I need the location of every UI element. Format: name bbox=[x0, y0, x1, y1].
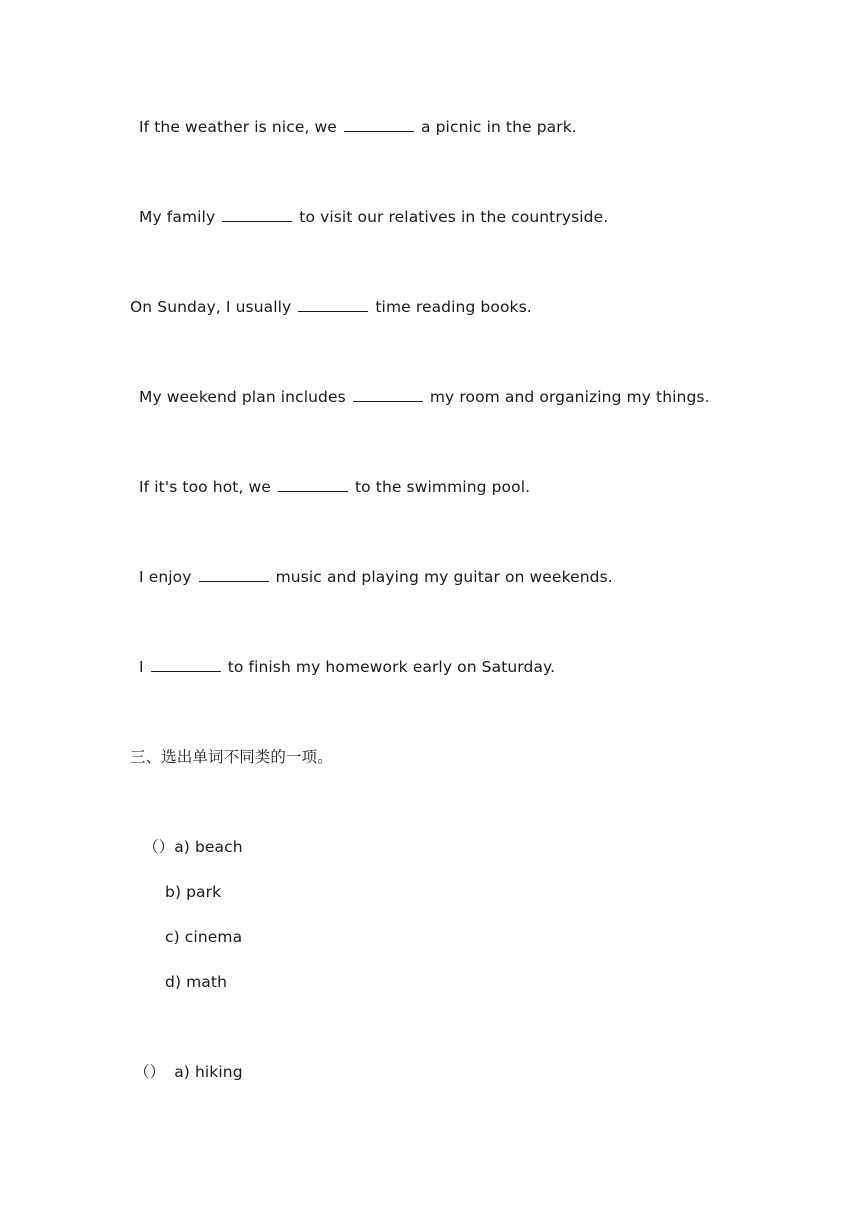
answer-blank[interactable] bbox=[151, 658, 221, 672]
sentence-2-after: to visit our relatives in the countryside. bbox=[294, 208, 609, 226]
sentence-6-after: music and playing my guitar on weekends. bbox=[270, 568, 613, 586]
answer-blank[interactable] bbox=[344, 118, 414, 132]
sentence-4-before: My weekend plan includes bbox=[139, 388, 351, 406]
answer-parens[interactable]: （） bbox=[134, 1063, 166, 1081]
sentence-4-after: my room and organizing my things. bbox=[424, 388, 710, 406]
question-1-option-d: d) math bbox=[165, 973, 228, 991]
answer-blank[interactable] bbox=[222, 208, 292, 222]
sentence-7 bbox=[139, 657, 555, 677]
sentence-2-before: My family bbox=[139, 208, 221, 226]
sentence-7-after: to finish my homework early on Saturday. bbox=[222, 658, 556, 676]
question-1-option-b: b) park bbox=[165, 883, 222, 901]
sentence-3-after: time reading books. bbox=[370, 298, 532, 316]
question-1-option-c: c) cinema bbox=[165, 928, 243, 946]
sentence-4 bbox=[139, 387, 710, 407]
option-a-label: a) hiking bbox=[174, 1063, 243, 1081]
sentence-7-before: I bbox=[139, 658, 149, 676]
sentence-5-before: If it's too hot, we bbox=[139, 478, 276, 496]
sentence-6 bbox=[139, 567, 613, 587]
sentence-3 bbox=[130, 297, 532, 317]
sentence-1-after: a picnic in the park. bbox=[415, 118, 577, 136]
sentence-6-before: I enjoy bbox=[139, 568, 197, 586]
sentence-2 bbox=[139, 207, 608, 227]
section-3-heading: 三、选出单词不同类的一项。 bbox=[130, 748, 333, 766]
answer-blank[interactable] bbox=[298, 298, 368, 312]
answer-blank[interactable] bbox=[199, 568, 269, 582]
sentence-3-before: On Sunday, I usually bbox=[130, 298, 297, 316]
answer-parens[interactable]: （） bbox=[143, 838, 175, 856]
answer-blank[interactable] bbox=[353, 388, 423, 402]
option-a-label: a) beach bbox=[174, 838, 243, 856]
question-2-option-a bbox=[134, 1062, 243, 1082]
answer-blank[interactable] bbox=[278, 478, 348, 492]
sentence-1 bbox=[139, 117, 577, 137]
question-1-option-a bbox=[143, 837, 243, 857]
sentence-5 bbox=[139, 477, 530, 497]
sentence-5-after: to the swimming pool. bbox=[349, 478, 531, 496]
sentence-1-before: If the weather is nice, we bbox=[139, 118, 342, 136]
